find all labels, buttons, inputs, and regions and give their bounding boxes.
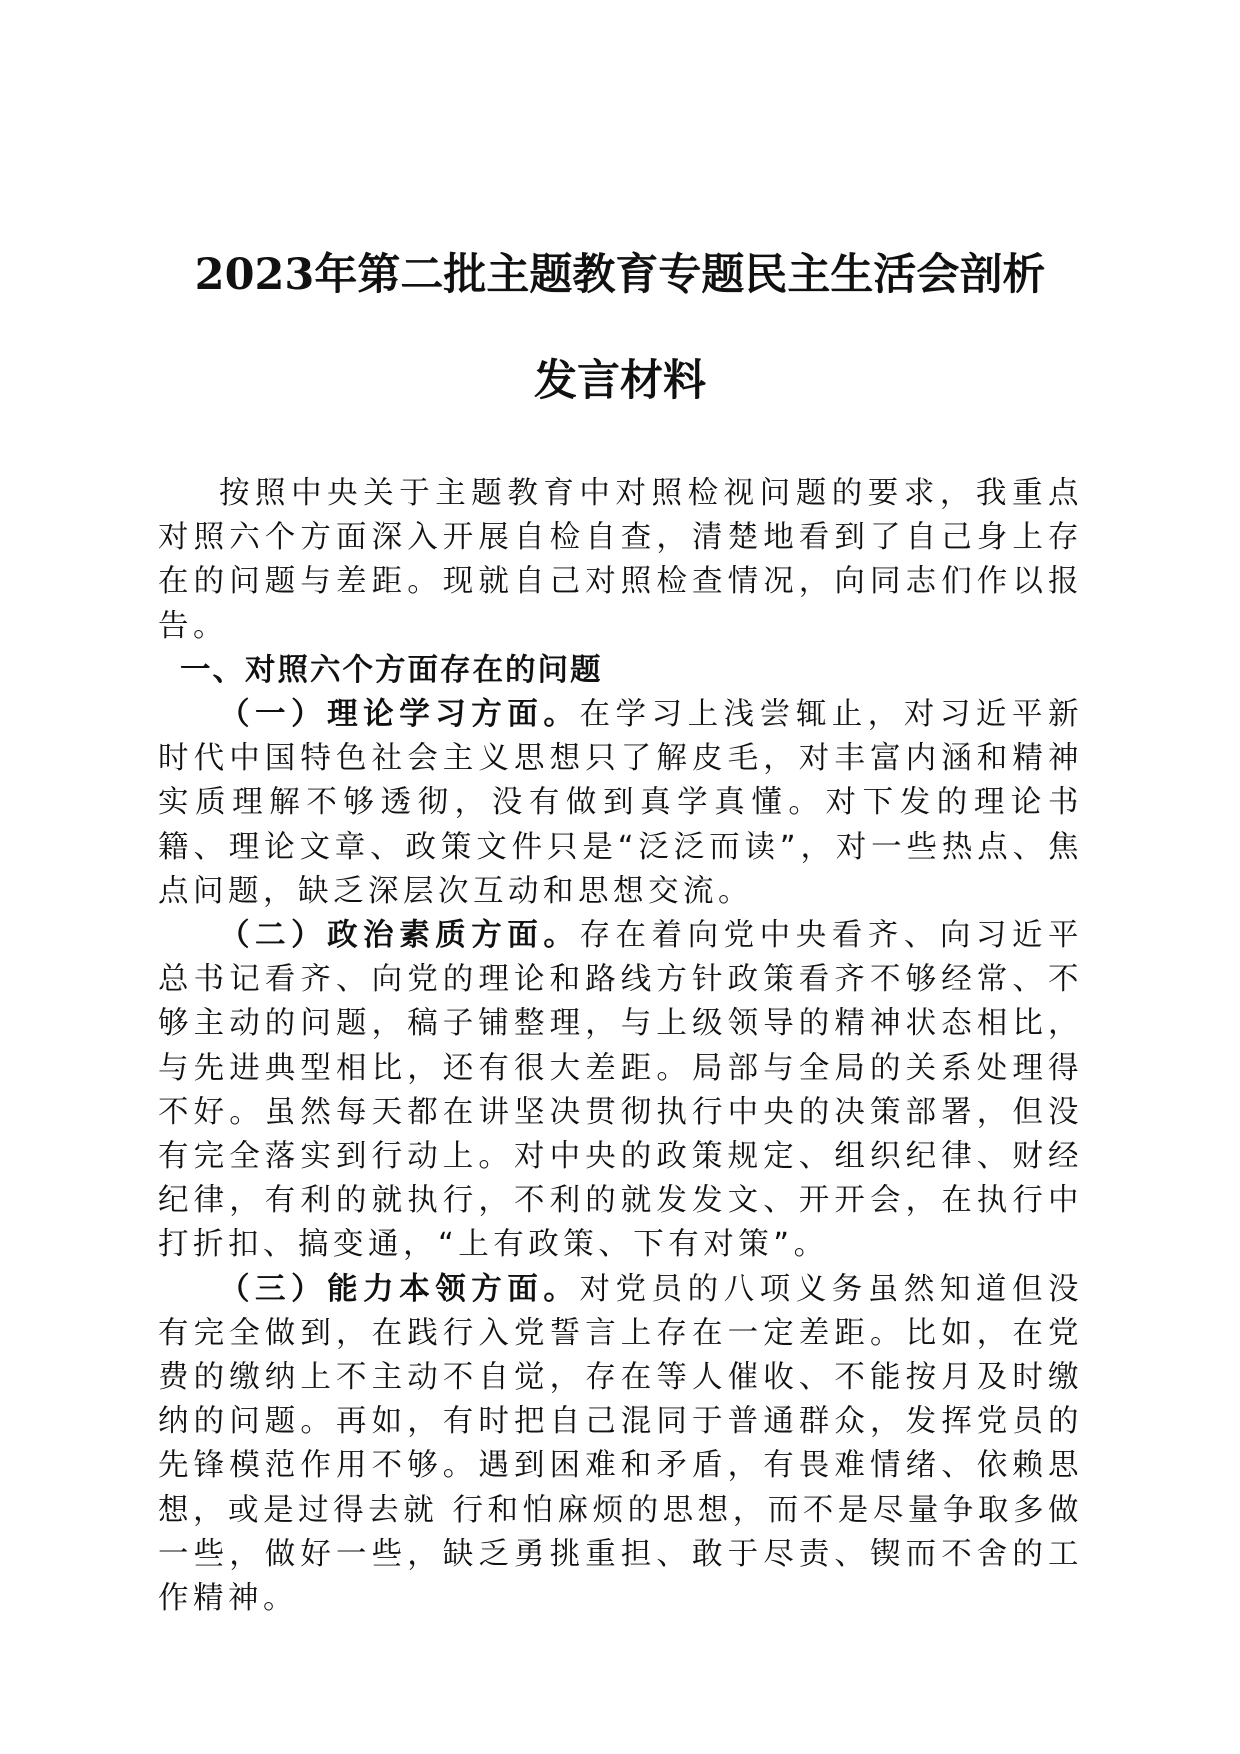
item-text-politics: 存在着向党中央看齐、向习近平总书记看齐、向党的理论和路线方针政策看齐不够经常、不够主动的问题，稿子铺整理，与上级领导的精神状态相比，与先进典型相比，还有很大差距。局部与全局的关系处理得不好。虽然每天都在讲坚决贯彻执行中央的决策部署，但没有完全落实到行动上。对中央的政策规定、组织纪律、财经纪律，有利的就执行，不利的就发发文、开开会，在执行中打折扣、搞变通，“上有政策、下有对策”。: [158, 918, 1084, 1263]
document-body: [158, 472, 1083, 1621]
item-paragraph-ability: [158, 1268, 1083, 1622]
item-text-ability: 对党员的八项义务虽然知道但没有完全做到，在践行入党誓言上存在一定差距。比如，在党费的缴纳上不主动不自觉，存在等人催收、不能按月及时缴纳的问题。再如，有时把自己混同于普通群众，发挥党员的先锋模范作用不够。遇到困难和矛盾，有畏难情绪、依赖思想，或是过得去就 行和怕麻烦的思想，而不是尽量争取多做一些，做好一些，缺乏勇挑重担、敢于尽责、锲而不舍的工作精神。: [158, 1271, 1084, 1617]
title-line-2: 发言材料: [534, 356, 706, 406]
item-text-theory: 在学习上浅尝辄止，对习近平新时代中国特色社会主义思想只了解皮毛，对丰富内涵和精神实质理解不够透彻，没有做到真学真懂。对下发的理论书籍、理论文章、政策文件只是“泛泛而读”，对一些热点、焦点问题，缺乏深层次互动和思想交流。: [158, 697, 1084, 909]
section-heading: 一、对照六个方面存在的问题: [180, 652, 603, 688]
item-paragraph-theory: [158, 693, 1083, 914]
item-lead-politics: （二）政治素质方面。: [219, 918, 580, 954]
item-lead-ability: （三）能力本领方面。: [219, 1271, 580, 1307]
item-paragraph-politics: [158, 914, 1083, 1268]
title-line-1: 2023年第二批主题教育专题民主生活会剖析: [194, 250, 1046, 300]
intro-paragraph: 按照中央关于主题教育中对照检视问题的要求，我重点对照六个方面深入开展自检自查，清楚地看到了自己身上存在的问题与差距。现就自己对照检查情况，向同志们作以报告。: [158, 476, 1083, 644]
item-lead-theory: （一）理论学习方面。: [219, 697, 580, 733]
document-title: [150, 222, 1090, 434]
